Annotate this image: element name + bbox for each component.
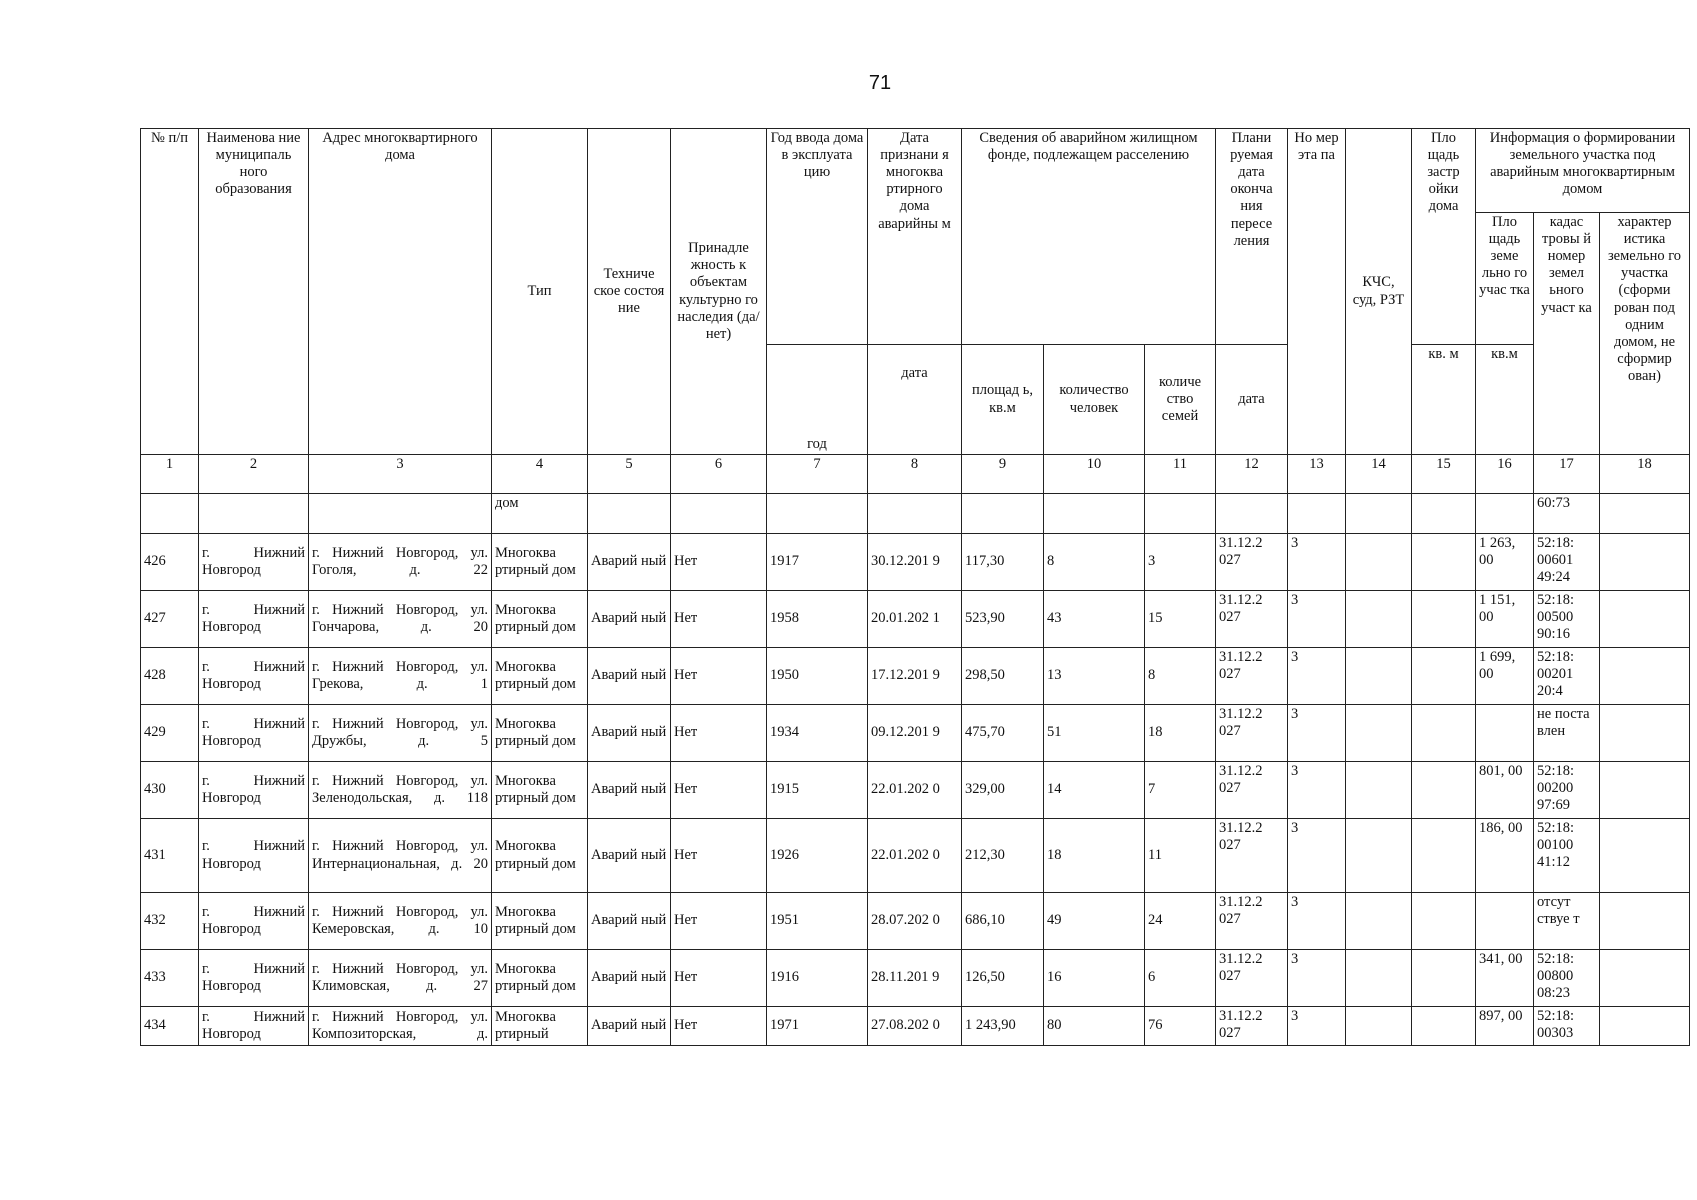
row-heritage: Нет [671,893,767,950]
row-kchs [1346,648,1412,705]
row-build-area [1412,893,1476,950]
row-families: 6 [1145,950,1216,1007]
column-number: 4 [492,455,588,494]
continuation-cadastral: 60:73 [1534,494,1600,534]
row-area: 686,10 [962,893,1044,950]
row-number: 432 [141,893,199,950]
row-land-character [1600,591,1690,648]
row-year: 1917 [767,534,868,591]
row-year: 1934 [767,705,868,762]
header-fund-info: Сведения об аварийном жилищном фонде, подлежащем расселению [962,129,1216,345]
row-families: 15 [1145,591,1216,648]
row-land-area: 186, 00 [1476,819,1534,893]
row-area: 126,50 [962,950,1044,1007]
row-address: г. Нижний Новгород, ул. Грекова, д. 1 [309,648,492,705]
row-land-area [1476,893,1534,950]
row-area: 298,50 [962,648,1044,705]
row-year: 1958 [767,591,868,648]
column-numbers-row [141,455,1690,494]
row-condition: Аварий ный [588,950,671,1007]
row-year: 1950 [767,648,868,705]
row-land-area: 1 263, 00 [1476,534,1534,591]
row-type: Многоква ртирный дом [492,819,588,893]
row-land-character [1600,762,1690,819]
row-municipality: г. Нижний Новгород [199,893,309,950]
row-plan-date: 31.12.2 027 [1216,762,1288,819]
row-people: 8 [1044,534,1145,591]
row-cadastral: отсут ствуе т [1534,893,1600,950]
header-stage: Но мер эта па [1288,129,1346,455]
header-land-character: характер истика земельно го участка (сформи рован под одним домом, не сформир ован) [1600,213,1690,455]
unit-people: количество человек [1044,345,1145,455]
table-row [141,762,1690,819]
row-land-character [1600,950,1690,1007]
row-condition: Аварий ный [588,534,671,591]
row-people: 80 [1044,1007,1145,1046]
row-number: 430 [141,762,199,819]
row-land-area: 801, 00 [1476,762,1534,819]
row-land-character [1600,534,1690,591]
row-municipality: г. Нижний Новгород [199,819,309,893]
row-cadastral: 52:18: 00303 [1534,1007,1600,1046]
table-row [141,591,1690,648]
row-heritage: Нет [671,819,767,893]
row-type: Многоква ртирный дом [492,762,588,819]
row-land-area: 341, 00 [1476,950,1534,1007]
row-municipality: г. Нижний Новгород [199,534,309,591]
row-build-area [1412,950,1476,1007]
column-number: 13 [1288,455,1346,494]
row-number: 429 [141,705,199,762]
row-address: г. Нижний Новгород, ул. Дружбы, д. 5 [309,705,492,762]
row-families: 7 [1145,762,1216,819]
row-year: 1926 [767,819,868,893]
row-heritage: Нет [671,762,767,819]
row-people: 14 [1044,762,1145,819]
column-number: 17 [1534,455,1600,494]
row-date: 28.11.201 9 [868,950,962,1007]
row-date: 28.07.202 0 [868,893,962,950]
row-kchs [1346,705,1412,762]
row-land-area: 897, 00 [1476,1007,1534,1046]
row-area: 212,30 [962,819,1044,893]
header-heritage: Принадле жность к объектам культурно го наследия (да/нет) [671,129,767,455]
row-plan-date: 31.12.2 027 [1216,705,1288,762]
row-type: Многоква ртирный дом [492,893,588,950]
row-cadastral: 52:18: 00601 49:24 [1534,534,1600,591]
row-people: 16 [1044,950,1145,1007]
row-area: 329,00 [962,762,1044,819]
row-municipality: г. Нижний Новгород [199,762,309,819]
row-cadastral: 52:18: 00100 41:12 [1534,819,1600,893]
row-plan-date: 31.12.2 027 [1216,591,1288,648]
row-stage: 3 [1288,819,1346,893]
row-type: Многоква ртирный дом [492,534,588,591]
row-address: г. Нижний Новгород, ул. Композиторская, д. [309,1007,492,1046]
row-land-area [1476,705,1534,762]
header-municipality: Наименова ние муниципаль ного образования [199,129,309,455]
row-municipality: г. Нижний Новгород [199,705,309,762]
row-land-character [1600,648,1690,705]
column-number: 15 [1412,455,1476,494]
table-row [141,648,1690,705]
row-land-character [1600,1007,1690,1046]
row-build-area [1412,762,1476,819]
column-number: 14 [1346,455,1412,494]
row-families: 24 [1145,893,1216,950]
column-number: 12 [1216,455,1288,494]
column-number: 7 [767,455,868,494]
row-address: г. Нижний Новгород, ул. Гончарова, д. 20 [309,591,492,648]
row-municipality: г. Нижний Новгород [199,950,309,1007]
table-row [141,819,1690,893]
header-year: Год ввода дома в эксплуата цию [767,129,868,345]
column-number: 18 [1600,455,1690,494]
row-stage: 3 [1288,591,1346,648]
row-plan-date: 31.12.2 027 [1216,534,1288,591]
row-families: 18 [1145,705,1216,762]
unit-build-area: кв. м [1412,345,1476,455]
row-year: 1915 [767,762,868,819]
column-number: 6 [671,455,767,494]
header-number: № п/п [141,129,199,455]
row-date: 17.12.201 9 [868,648,962,705]
row-kchs [1346,893,1412,950]
row-date: 20.01.202 1 [868,591,962,648]
row-kchs [1346,950,1412,1007]
row-type: Многоква ртирный дом [492,950,588,1007]
row-date: 30.12.201 9 [868,534,962,591]
row-cadastral: не поста влен [1534,705,1600,762]
table-row [141,534,1690,591]
column-number: 10 [1044,455,1145,494]
row-stage: 3 [1288,534,1346,591]
header-condition: Техниче ское состоя ние [588,129,671,455]
row-build-area [1412,648,1476,705]
row-municipality: г. Нижний Новгород [199,1007,309,1046]
column-number: 11 [1145,455,1216,494]
row-address: г. Нижний Новгород, ул. Климовская, д. 27 [309,950,492,1007]
unit-year: год [767,345,868,455]
unit-plan-date: дата [1216,345,1288,455]
row-type: Многоква ртирный дом [492,705,588,762]
row-type: Многоква ртирный [492,1007,588,1046]
header-kchs: КЧС, суд, РЗТ [1346,129,1412,455]
table-row [141,950,1690,1007]
row-stage: 3 [1288,950,1346,1007]
page-number: 71 [868,72,892,94]
unit-date: дата [868,345,962,455]
row-heritage: Нет [671,705,767,762]
row-date: 22.01.202 0 [868,819,962,893]
row-plan-date: 31.12.2 027 [1216,648,1288,705]
row-condition: Аварий ный [588,893,671,950]
row-condition: Аварий ный [588,819,671,893]
row-cadastral: 52:18: 00200 97:69 [1534,762,1600,819]
column-number: 9 [962,455,1044,494]
header-planned-date: Плани руемая дата оконча ния пересе ления [1216,129,1288,345]
row-build-area [1412,819,1476,893]
row-heritage: Нет [671,1007,767,1046]
column-number: 5 [588,455,671,494]
row-cadastral: 52:18: 00500 90:16 [1534,591,1600,648]
emergency-housing-table [140,128,1690,1046]
row-address: г. Нижний Новгород, ул. Гоголя, д. 22 [309,534,492,591]
unit-area: площад ь, кв.м [962,345,1044,455]
row-heritage: Нет [671,950,767,1007]
row-cadastral: 52:18: 00800 08:23 [1534,950,1600,1007]
row-cadastral: 52:18: 00201 20:4 [1534,648,1600,705]
row-kchs [1346,762,1412,819]
row-land-character [1600,705,1690,762]
column-number: 2 [199,455,309,494]
row-build-area [1412,1007,1476,1046]
row-plan-date: 31.12.2 027 [1216,1007,1288,1046]
header-land-info: Информация о формировании земельного участка под аварийным многоквартирным домом [1476,129,1690,213]
row-condition: Аварий ный [588,705,671,762]
row-area: 1 243,90 [962,1007,1044,1046]
row-address: г. Нижний Новгород, ул. Интернациональная, д. 20 [309,819,492,893]
row-municipality: г. Нижний Новгород [199,591,309,648]
row-type: Многоква ртирный дом [492,648,588,705]
row-kchs [1346,819,1412,893]
row-type: Многоква ртирный дом [492,591,588,648]
row-heritage: Нет [671,534,767,591]
row-plan-date: 31.12.2 027 [1216,893,1288,950]
row-families: 8 [1145,648,1216,705]
row-land-character [1600,893,1690,950]
column-number: 16 [1476,455,1534,494]
column-number: 1 [141,455,199,494]
table-row [141,1007,1690,1046]
row-people: 43 [1044,591,1145,648]
column-number: 3 [309,455,492,494]
row-number: 433 [141,950,199,1007]
row-build-area [1412,534,1476,591]
row-date: 27.08.202 0 [868,1007,962,1046]
row-condition: Аварий ный [588,1007,671,1046]
row-heritage: Нет [671,648,767,705]
row-people: 13 [1044,648,1145,705]
header-type: Тип [492,129,588,455]
row-number: 431 [141,819,199,893]
unit-land-area: кв.м [1476,345,1534,455]
row-year: 1916 [767,950,868,1007]
table-row [141,893,1690,950]
row-address: г. Нижний Новгород, ул. Кемеровская, д. 10 [309,893,492,950]
header-land-area: Пло щадь земе льно го учас тка [1476,213,1534,345]
row-year: 1971 [767,1007,868,1046]
row-build-area [1412,591,1476,648]
row-stage: 3 [1288,893,1346,950]
row-number: 427 [141,591,199,648]
row-heritage: Нет [671,591,767,648]
row-year: 1951 [767,893,868,950]
continuation-type: дом [492,494,588,534]
row-condition: Аварий ный [588,591,671,648]
row-area: 523,90 [962,591,1044,648]
row-number: 428 [141,648,199,705]
row-build-area [1412,705,1476,762]
row-families: 3 [1145,534,1216,591]
row-people: 51 [1044,705,1145,762]
header-build-area: Пло щадь застр ойки дома [1412,129,1476,345]
row-people: 49 [1044,893,1145,950]
row-area: 475,70 [962,705,1044,762]
row-date: 22.01.202 0 [868,762,962,819]
row-stage: 3 [1288,705,1346,762]
row-municipality: г. Нижний Новгород [199,648,309,705]
row-number: 434 [141,1007,199,1046]
row-number: 426 [141,534,199,591]
row-people: 18 [1044,819,1145,893]
row-kchs [1346,534,1412,591]
header-cadastral: кадас тровы й номер земел ьного участ ка [1534,213,1600,455]
header-address: Адрес многоквартирного дома [309,129,492,455]
row-plan-date: 31.12.2 027 [1216,950,1288,1007]
row-condition: Аварий ный [588,648,671,705]
row-families: 76 [1145,1007,1216,1046]
row-kchs [1346,1007,1412,1046]
row-families: 11 [1145,819,1216,893]
header-emergency-date: Дата признани я многоква ртирного дома аварийны м [868,129,962,345]
row-area: 117,30 [962,534,1044,591]
row-stage: 3 [1288,762,1346,819]
row-kchs [1346,591,1412,648]
continuation-row [141,494,1690,534]
row-land-area: 1 151, 00 [1476,591,1534,648]
unit-families: количе ство семей [1145,345,1216,455]
row-address: г. Нижний Новгород, ул. Зеленодольская, д. 118 [309,762,492,819]
row-plan-date: 31.12.2 027 [1216,819,1288,893]
table-row [141,705,1690,762]
column-number: 8 [868,455,962,494]
row-land-area: 1 699, 00 [1476,648,1534,705]
row-condition: Аварий ный [588,762,671,819]
row-stage: 3 [1288,648,1346,705]
row-stage: 3 [1288,1007,1346,1046]
row-land-character [1600,819,1690,893]
row-date: 09.12.201 9 [868,705,962,762]
